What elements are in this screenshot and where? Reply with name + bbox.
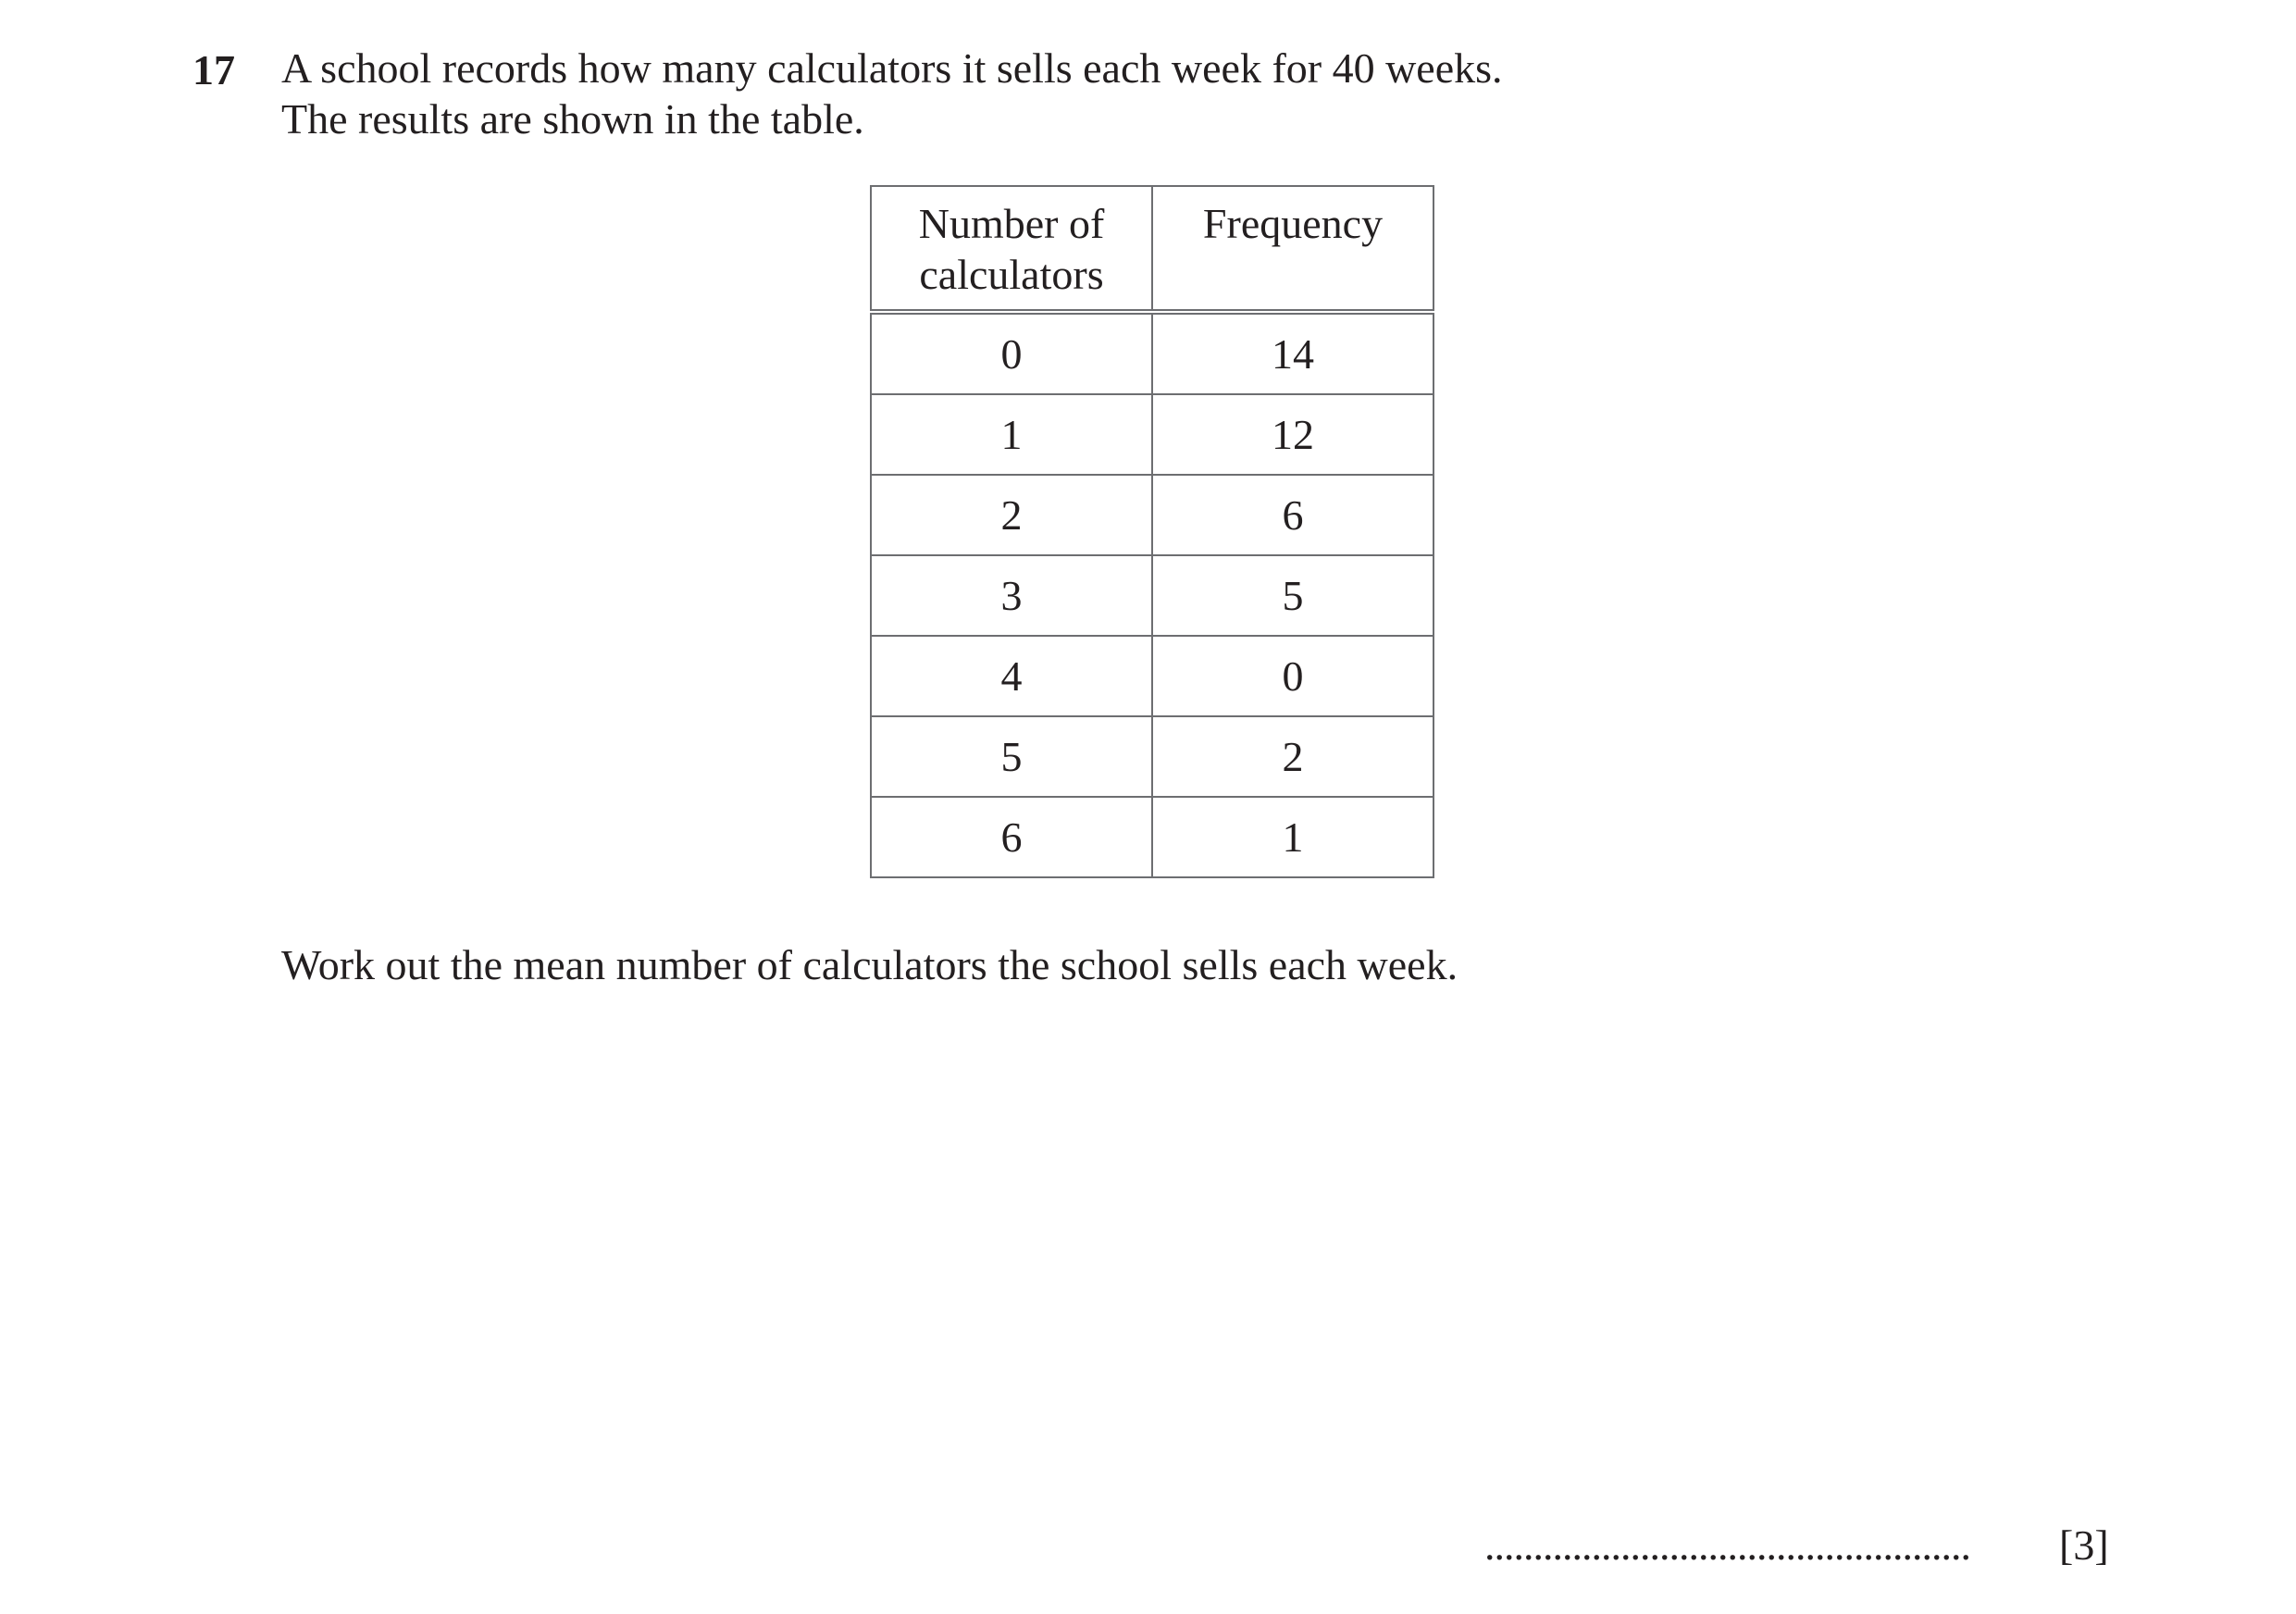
cell-calculators: 0 [871, 312, 1152, 394]
frequency-table [870, 185, 1434, 878]
table-row [871, 475, 1433, 555]
table-row [871, 636, 1433, 716]
header-line: calculators [919, 251, 1104, 298]
answer-line[interactable]: .................................................. [1484, 1521, 1970, 1569]
header-frequency [1152, 186, 1433, 312]
cell-calculators: 6 [871, 797, 1152, 877]
cell-frequency: 1 [1152, 797, 1433, 877]
cell-frequency: 0 [1152, 636, 1433, 716]
marks-label: [3] [2059, 1521, 2109, 1569]
question-number: 17 [192, 46, 235, 93]
cell-frequency: 6 [1152, 475, 1433, 555]
cell-calculators: 5 [871, 716, 1152, 797]
table-row [871, 312, 1433, 394]
table-row [871, 555, 1433, 636]
header-number-of-calculators [871, 186, 1152, 312]
cell-calculators: 1 [871, 394, 1152, 475]
table-header-row [871, 186, 1433, 312]
cell-frequency: 5 [1152, 555, 1433, 636]
cell-frequency: 2 [1152, 716, 1433, 797]
table-row [871, 797, 1433, 877]
header-line: Number of [918, 200, 1105, 247]
question-instruction: Work out the mean number of calculators the school sells each week. [281, 941, 1458, 988]
question-intro [281, 43, 1503, 144]
header-line: Frequency [1202, 200, 1384, 247]
cell-calculators: 2 [871, 475, 1152, 555]
table-row [871, 716, 1433, 797]
cell-frequency: 14 [1152, 312, 1433, 394]
cell-calculators: 4 [871, 636, 1152, 716]
cell-calculators: 3 [871, 555, 1152, 636]
intro-line-1: A school records how many calculators it sells each week for 40 weeks. [281, 44, 1503, 92]
intro-line-2: The results are shown in the table. [281, 95, 864, 143]
table-row [871, 394, 1433, 475]
cell-frequency: 12 [1152, 394, 1433, 475]
